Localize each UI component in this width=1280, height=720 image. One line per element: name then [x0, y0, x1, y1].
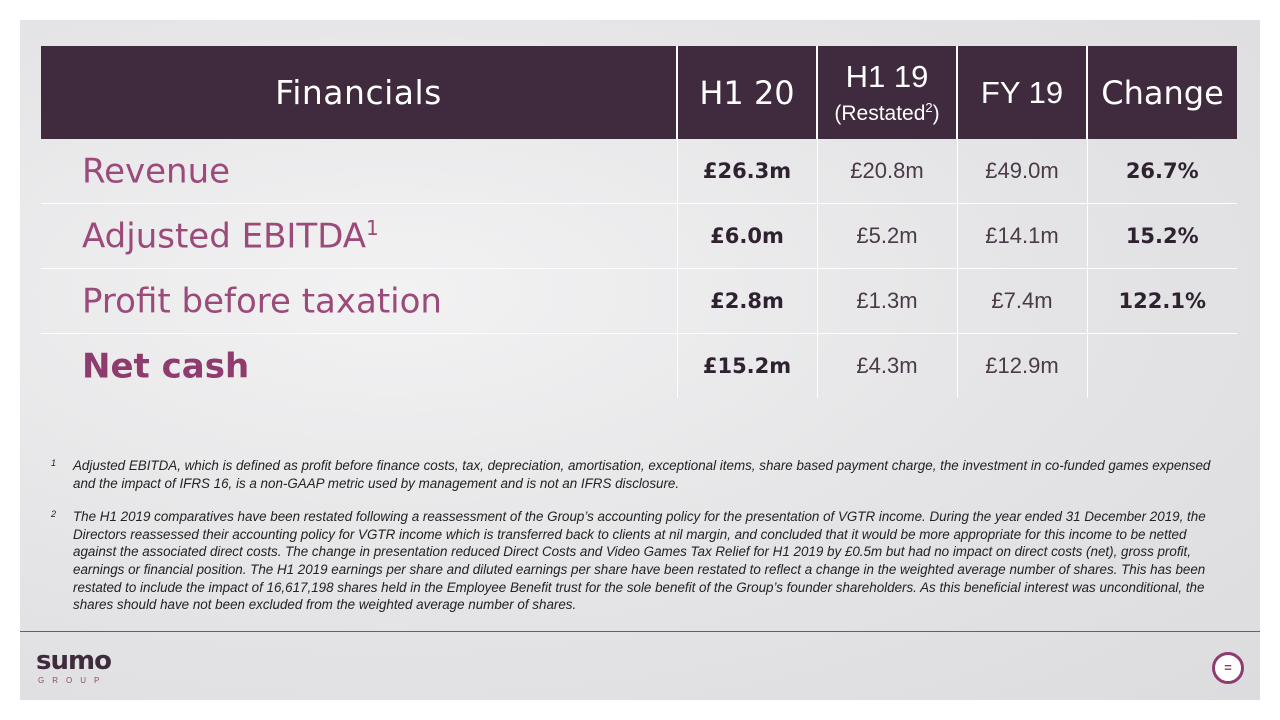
table-row-profit-before-taxation	[41, 269, 1237, 334]
header-financials: Financials	[41, 46, 677, 139]
row-label-profit-before-taxation: Profit before taxation	[41, 269, 677, 334]
row-label-adjusted-ebitda: Adjusted EBITDA$^1$	[41, 204, 677, 269]
cell-h1-19: £20.8m	[817, 139, 957, 204]
table-row-revenue	[41, 139, 1237, 204]
table-row-adjusted-ebitda	[41, 204, 1237, 269]
cell-h1-19: £1.3m	[817, 269, 957, 334]
slide	[20, 20, 1260, 700]
table-row-net-cash	[41, 334, 1237, 399]
cell-h1-20: £2.8m	[677, 269, 817, 334]
sumo-group-logo	[36, 648, 126, 688]
header-h1-19	[817, 46, 957, 139]
footnote-2	[48, 508, 1228, 614]
cell-h1-20: £15.2m	[677, 334, 817, 399]
footnotes	[48, 457, 1228, 630]
menu-lines-icon: =	[1212, 652, 1244, 684]
cell-change	[1087, 334, 1237, 399]
header-fy-19: FY 19	[957, 46, 1087, 139]
cell-change: 26.7%	[1125, 159, 1199, 183]
footer-divider	[20, 631, 1260, 632]
footnote-text: The H1 2019 comparatives have been restated following a reassessment of the Group’s accounting policy for the presentation of VGTR income. During the year ended 31 December 2019, the Directors reassessed their accounting policy for VGTR income which is transferred back to clients at nil margin, and concluded that it would be more appropriate for this income to be netted against the associated direct costs. The change in presentation reduced Direct Costs and Video Games Tax Relief for H1 2019 by £0.5m but had no impact on direct costs (net), gross profit, earnings or financial position. The H1 2019 earnings per share and diluted earnings per share have been restated to reflect a change in the weighted average number of shares. This has been restated to include the impact of 16,617,198 shares held in the Employee Benefit trust for the sole benefit of the Group’s founder shareholders. As this beneficial interest was unconditional, the shares should have not been excluded from the weighted average number of shares.	[73, 509, 1206, 613]
cell-fy-19: £12.9m	[957, 334, 1087, 399]
header-h1-20: H1 20	[677, 46, 817, 139]
row-label-revenue: Revenue	[41, 139, 677, 204]
footnote-text: Adjusted EBITDA, which is defined as profit before finance costs, tax, depreciation, amortisation, exceptional items, share based payment charge, the investment in co-funded games expensed and the impact of IFRS 16, is a non-GAAP metric used by management and is not an IFRS disclosure.	[73, 458, 1211, 491]
cell-fy-19: £7.4m	[957, 269, 1087, 334]
footnote-number: 1	[51, 458, 57, 468]
footnote-number: 2	[51, 509, 57, 520]
cell-change: 122.1%	[1087, 269, 1237, 334]
cell-h1-20: £26.3m	[677, 139, 817, 204]
cell-change: 15.2%	[1087, 204, 1237, 269]
row-label-net-cash: Net cash	[41, 334, 677, 399]
financials-table	[41, 46, 1237, 398]
header-h1-19-label: H1 19	[845, 58, 929, 94]
logo-wordmark: sumo	[36, 646, 111, 676]
cell-fy-19: £49.0m	[957, 139, 1087, 204]
header-h1-19-restated: (Restated$^2$)	[834, 99, 940, 125]
header-change: Change	[1087, 46, 1237, 139]
cell-h1-19: £4.3m	[817, 334, 957, 399]
cell-h1-20: £6.0m	[677, 204, 817, 269]
logo-subtitle: GROUP	[38, 676, 108, 685]
cell-h1-19: £5.2m	[817, 204, 957, 269]
footnote-1	[48, 457, 1228, 492]
cell-fy-19: £14.1m	[957, 204, 1087, 269]
table-header-row	[41, 46, 1237, 139]
